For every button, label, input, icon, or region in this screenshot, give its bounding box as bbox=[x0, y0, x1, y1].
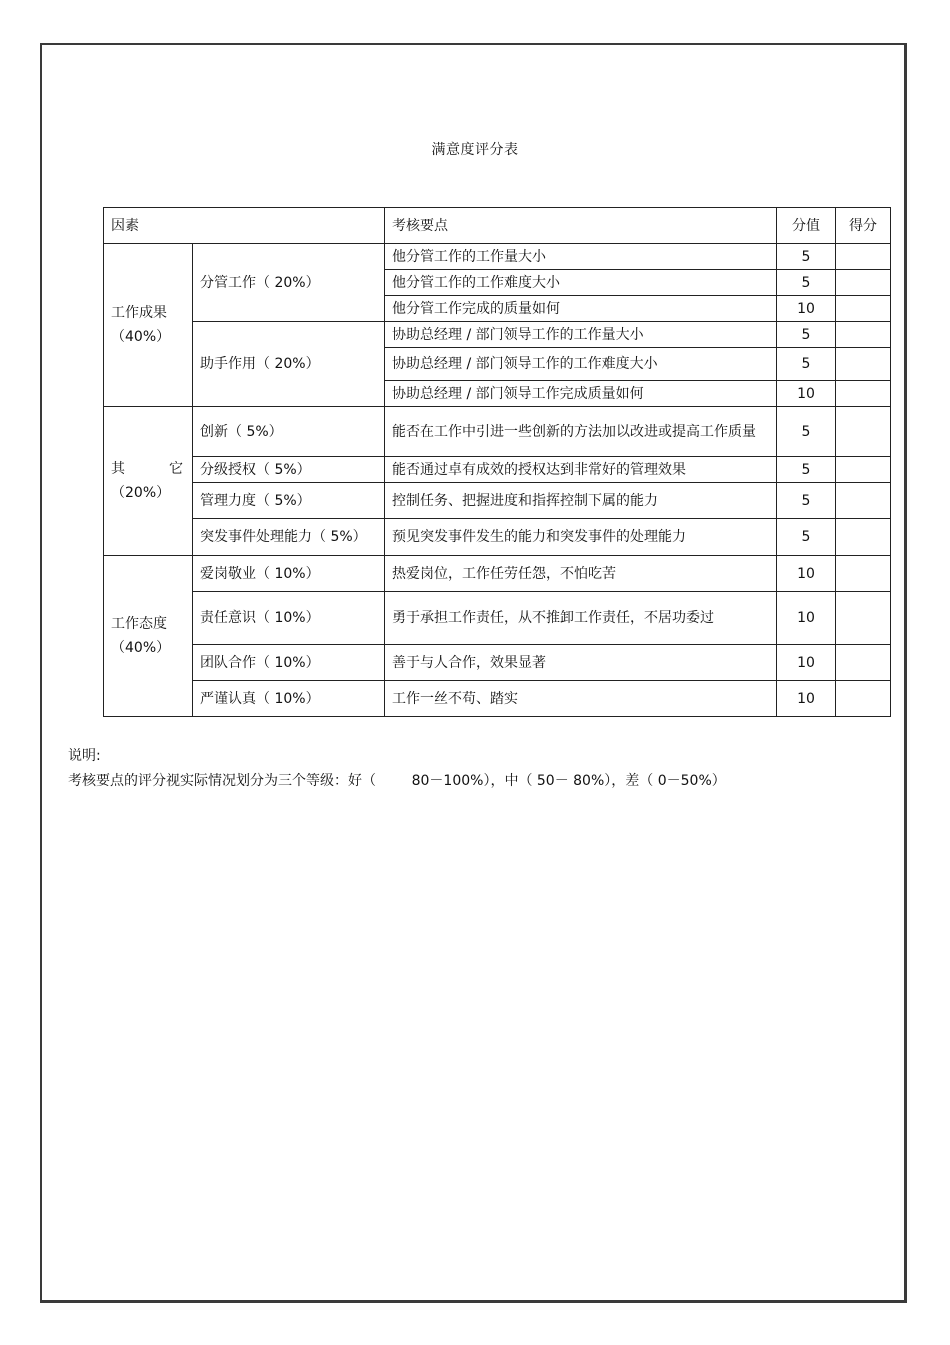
sub-factor: 团队合作（ 10%） bbox=[193, 645, 385, 681]
assessment-point: 他分管工作完成的质量如何 bbox=[385, 296, 777, 322]
table-row bbox=[104, 483, 891, 519]
assessment-point: 他分管工作的工作量大小 bbox=[385, 244, 777, 270]
assessment-point: 热爱岗位，工作任劳任怨，不怕吃苦 bbox=[385, 556, 777, 592]
assessment-point: 工作一丝不苟、踏实 bbox=[385, 681, 777, 717]
score-cell[interactable] bbox=[836, 322, 891, 348]
notes-text: 考核要点的评分视实际情况划分为三个等级：好（ 80－100%），中（ 50－ 80%），差（ 0－50%） bbox=[68, 773, 726, 789]
table-row bbox=[104, 407, 891, 457]
score-cell[interactable] bbox=[836, 483, 891, 519]
point-value: 5 bbox=[777, 348, 836, 381]
score-cell[interactable] bbox=[836, 270, 891, 296]
assessment-point: 他分管工作的工作难度大小 bbox=[385, 270, 777, 296]
sub-factor: 分管工作（ 20%） bbox=[193, 244, 385, 322]
assessment-point: 协助总经理 / 部门领导工作完成质量如何 bbox=[385, 381, 777, 407]
table-row bbox=[104, 556, 891, 592]
table-row bbox=[104, 322, 891, 348]
score-cell[interactable] bbox=[836, 592, 891, 645]
point-value: 10 bbox=[777, 296, 836, 322]
point-value: 5 bbox=[777, 457, 836, 483]
assessment-point: 预见突发事件发生的能力和突发事件的处理能力 bbox=[385, 519, 777, 556]
assessment-point: 协助总经理 / 部门领导工作的工作难度大小 bbox=[385, 348, 777, 381]
point-value: 5 bbox=[777, 519, 836, 556]
factor-work-results: 工作成果 （40%） bbox=[104, 244, 193, 407]
point-value: 5 bbox=[777, 270, 836, 296]
assessment-point: 控制任务、把握进度和指挥控制下属的能力 bbox=[385, 483, 777, 519]
header-factor: 因素 bbox=[104, 208, 385, 244]
sub-factor: 分级授权（ 5%） bbox=[193, 457, 385, 483]
header-score: 得分 bbox=[836, 208, 891, 244]
point-value: 5 bbox=[777, 322, 836, 348]
sub-factor: 严谨认真（ 10%） bbox=[193, 681, 385, 717]
score-cell[interactable] bbox=[836, 244, 891, 270]
assessment-point: 善于与人合作，效果显著 bbox=[385, 645, 777, 681]
header-points: 考核要点 bbox=[385, 208, 777, 244]
header-row bbox=[104, 208, 891, 244]
factor-work-attitude: 工作态度 （40%） bbox=[104, 556, 193, 717]
sub-factor: 爱岗敬业（ 10%） bbox=[193, 556, 385, 592]
satisfaction-score-table bbox=[103, 207, 891, 717]
sub-factor: 突发事件处理能力（ 5%） bbox=[193, 519, 385, 556]
assessment-point: 能否通过卓有成效的授权达到非常好的管理效果 bbox=[385, 457, 777, 483]
score-cell[interactable] bbox=[836, 645, 891, 681]
point-value: 10 bbox=[777, 556, 836, 592]
assessment-point: 能否在工作中引进一些创新的方法加以改进或提高工作质量 bbox=[385, 407, 777, 457]
score-cell[interactable] bbox=[836, 407, 891, 457]
point-value: 5 bbox=[777, 244, 836, 270]
table-row bbox=[104, 244, 891, 270]
sub-factor: 责任意识（ 10%） bbox=[193, 592, 385, 645]
score-cell[interactable] bbox=[836, 681, 891, 717]
sub-factor: 助手作用（ 20%） bbox=[193, 322, 385, 407]
table-row bbox=[104, 457, 891, 483]
table-row bbox=[104, 681, 891, 717]
point-value: 10 bbox=[777, 681, 836, 717]
point-value: 5 bbox=[777, 483, 836, 519]
score-cell[interactable] bbox=[836, 519, 891, 556]
score-cell[interactable] bbox=[836, 556, 891, 592]
point-value: 10 bbox=[777, 381, 836, 407]
page-title: 满意度评分表 bbox=[431, 142, 519, 158]
score-cell[interactable] bbox=[836, 296, 891, 322]
point-value: 10 bbox=[777, 592, 836, 645]
sub-factor: 创新（ 5%） bbox=[193, 407, 385, 457]
table-row bbox=[104, 519, 891, 556]
score-cell[interactable] bbox=[836, 348, 891, 381]
score-cell[interactable] bbox=[836, 381, 891, 407]
header-value: 分值 bbox=[777, 208, 836, 244]
table-row bbox=[104, 592, 891, 645]
assessment-point: 协助总经理 / 部门领导工作的工作量大小 bbox=[385, 322, 777, 348]
score-cell[interactable] bbox=[836, 457, 891, 483]
notes-label: 说明: bbox=[68, 748, 101, 764]
assessment-point: 勇于承担工作责任，从不推卸工作责任，不居功委过 bbox=[385, 592, 777, 645]
point-value: 10 bbox=[777, 645, 836, 681]
sub-factor: 管理力度（ 5%） bbox=[193, 483, 385, 519]
factor-other: 其 它 （20%） bbox=[104, 407, 193, 556]
table-row bbox=[104, 645, 891, 681]
point-value: 5 bbox=[777, 407, 836, 457]
